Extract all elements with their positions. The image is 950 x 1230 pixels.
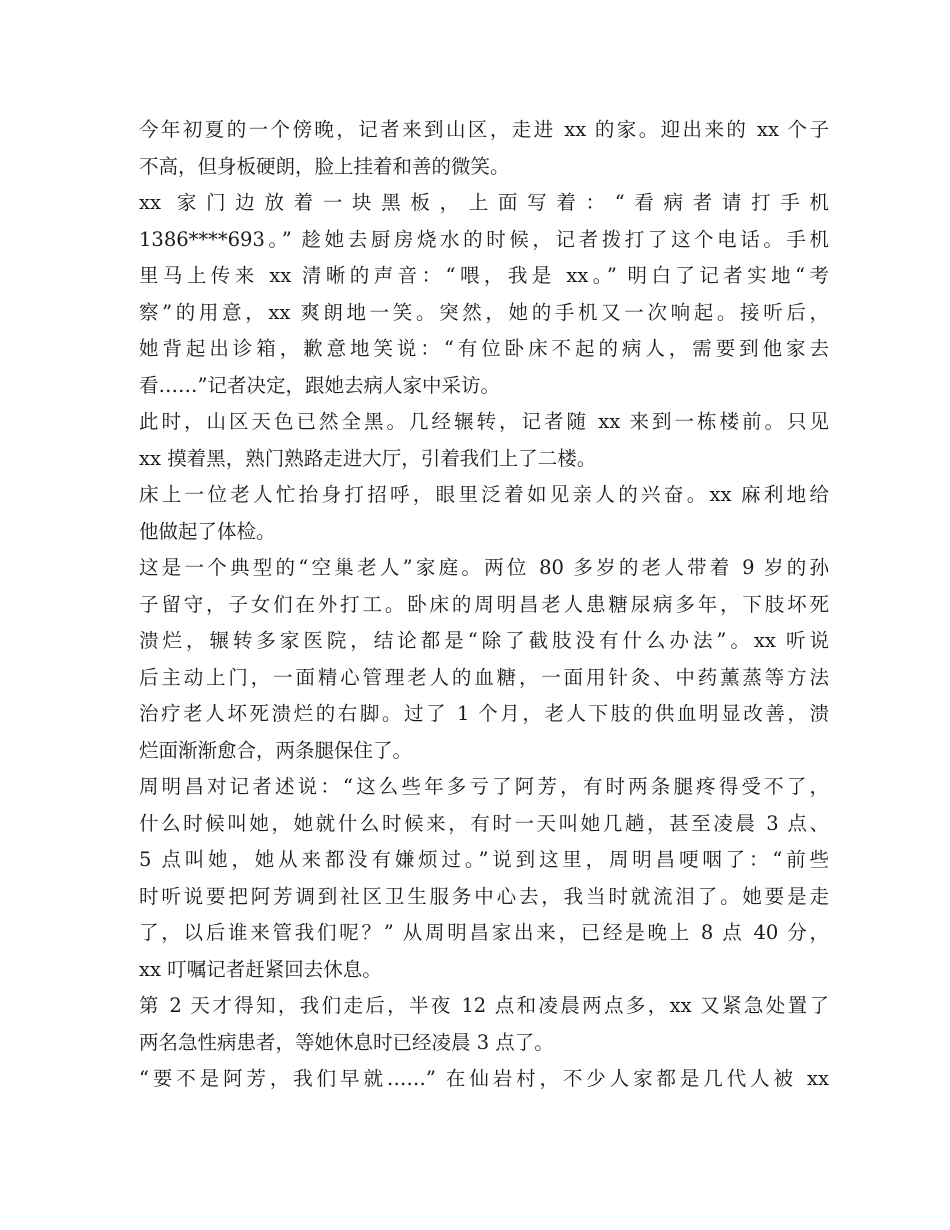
text-line: 此时，山区天色已然全黑。几经辗转，记者随 xx 来到一栋楼前。只见 <box>139 410 829 433</box>
text-line: 周明昌对记者述说：“这么些年多亏了阿芳，有时两条腿疼得受不了， <box>139 775 829 798</box>
text-line: 什么时候叫她，她就什么时候来，有时一天叫她几趟，甚至凌晨 3 点、 <box>139 811 829 835</box>
text-line: xx 摸着黑，熟门熟路走进大厅，引着我们上了二楼。 <box>139 446 597 470</box>
text-line: 时听说要把阿芳调到社区卫生服务中心去，我当时就流泪了。她要是走 <box>139 884 829 908</box>
article-body <box>139 112 829 1098</box>
text-line: 今年初夏的一个傍晚，记者来到山区，走进 xx 的家。迎出来的 xx 个子 <box>139 118 829 141</box>
text-line: 不高，但身板硬朗，脸上挂着和善的微笑。 <box>139 154 510 178</box>
text-line: 看……”记者决定，跟她去病人家中采访。 <box>139 373 500 397</box>
text-line: xx 家门边放着一块黑板，上面写着：“看病者请打手机 <box>139 191 829 214</box>
text-line: 5 点叫她，她从来都没有嫌烦过。”说到这里，周明昌哽咽了：“前些 <box>139 848 829 871</box>
text-line: 溃烂，辗转多家医院，结论都是“除了截肢没有什么办法”。xx 听说 <box>139 629 829 652</box>
text-line: 了，以后谁来管我们呢？” 从周明昌家出来，已经是晚上 8 点 40 分， <box>139 921 829 944</box>
text-line: 后主动上门，一面精心管理老人的血糖，一面用针灸、中药薰蒸等方法 <box>139 665 829 689</box>
text-line: 1386****693。” 趁她去厨房烧水的时候，记者拨打了这个电话。手机 <box>139 227 829 251</box>
text-line: 治疗老人坏死溃烂的右脚。过了 1 个月，老人下肢的供血明显改善，溃 <box>139 702 829 725</box>
text-line: 里马上传来 xx 清晰的声音：“喂，我是 xx。” 明白了记者实地“考 <box>139 264 829 287</box>
text-line: 烂面渐渐愈合，两条腿保住了。 <box>139 738 413 762</box>
text-line: 两名急性病患者，等她休息时已经凌晨 3 点了。 <box>139 1030 554 1054</box>
text-line: 他做起了体检。 <box>139 519 276 543</box>
text-line: 这是一个典型的“空巢老人”家庭。两位 80 多岁的老人带着 9 岁的孙 <box>139 556 829 579</box>
text-line: xx 叮嘱记者赶紧回去休息。 <box>139 957 382 981</box>
text-line: 第 2 天才得知，我们走后，半夜 12 点和凌晨两点多，xx 又紧急处置了 <box>139 994 829 1017</box>
text-line: “要不是阿芳，我们早就……” 在仙岩村，不少人家都是几代人被 xx <box>139 1067 829 1090</box>
text-line: 察”的用意，xx 爽朗地一笑。突然，她的手机又一次响起。接听后， <box>139 300 829 324</box>
text-line: 子留守，子女们在外打工。卧床的周明昌老人患糖尿病多年，下肢坏死 <box>139 592 829 616</box>
text-line: 她背起出诊箱，歉意地笑说：“有位卧床不起的病人，需要到他家去 <box>139 337 829 360</box>
text-line: 床上一位老人忙抬身打招呼，眼里泛着如见亲人的兴奋。xx 麻利地给 <box>139 483 829 506</box>
